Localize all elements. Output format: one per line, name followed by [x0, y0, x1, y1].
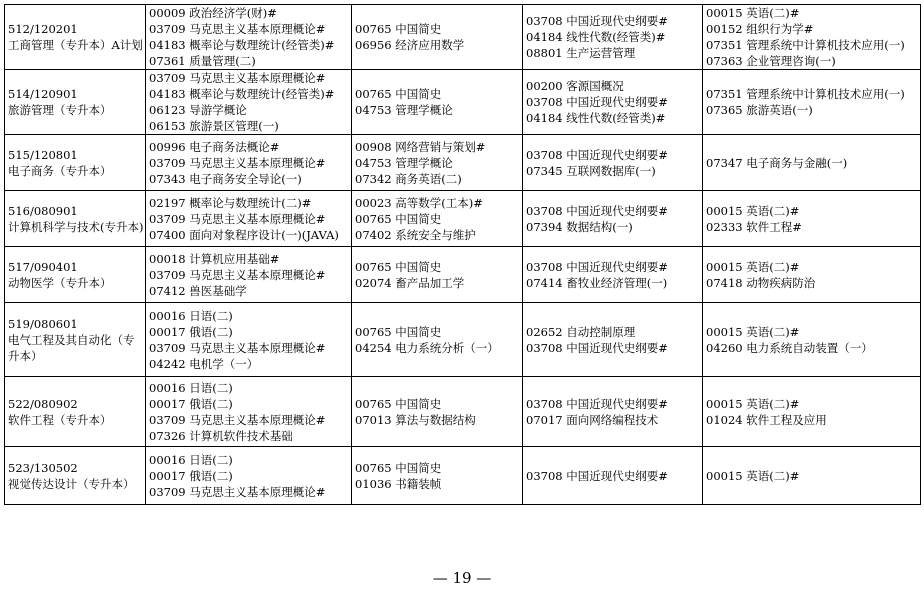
- course-entry: 01036 书籍装帧: [355, 476, 442, 491]
- public-courses-cell: [146, 447, 352, 505]
- major-cell: [5, 5, 146, 70]
- major-name: 视觉传达设计（专升本）: [8, 476, 135, 491]
- course-entry: 07402 系统安全与维护: [355, 227, 476, 242]
- course-entry: 06123 导游学概论: [149, 103, 247, 117]
- course-entry: 03709 马克思主义基本原理概论#: [149, 211, 326, 226]
- course-entry: 07412 兽医基础学: [149, 283, 247, 298]
- course-entry: 00017 俄语(二): [149, 396, 233, 411]
- major-code: 514/120901: [8, 87, 78, 101]
- course-entry: 00765 中国简史: [355, 211, 442, 226]
- course-entry: 02652 自动控制原理: [526, 324, 636, 339]
- course-entry: 00015 英语(二)#: [706, 396, 800, 411]
- course-entry: 00015 英语(二)#: [706, 468, 800, 483]
- course-entry: 00018 计算机应用基础#: [149, 251, 280, 266]
- course-entry: 08801 生产运营管理: [526, 46, 636, 60]
- course-entry: 02333 软件工程#: [706, 219, 802, 234]
- course-entry: 00023 高等数学(工本)#: [355, 195, 483, 210]
- course-entry: 02197 概率论与数理统计(二)#: [149, 195, 312, 210]
- major-code: 515/120801: [8, 147, 78, 162]
- course-entry: 00765 中国简史: [355, 22, 442, 36]
- specialized-courses-cell: [523, 5, 703, 70]
- table-row: [5, 247, 921, 303]
- major-name: 动物医学（专升本）: [8, 275, 112, 290]
- major-cell: [5, 303, 146, 377]
- course-entry: 00016 日语(二): [149, 452, 233, 467]
- course-entry: 06153 旅游景区管理(一): [149, 119, 279, 133]
- major-cell: [5, 247, 146, 303]
- table-row: [5, 303, 921, 377]
- required-courses-cell: [352, 191, 523, 247]
- course-entry: 00765 中国简史: [355, 259, 442, 274]
- specialized-courses-cell: [523, 135, 703, 191]
- exam-schedule-table: [4, 4, 921, 505]
- public-courses-cell: [146, 135, 352, 191]
- major-name: 旅游管理（专升本）: [8, 103, 112, 117]
- major-cell: [5, 377, 146, 447]
- specialized-courses-cell: [523, 247, 703, 303]
- course-entry: 04183 概率论与数理统计(经管类)#: [149, 87, 335, 101]
- course-entry: 00765 中国简史: [355, 87, 442, 101]
- elective-courses-cell: [703, 5, 921, 70]
- course-entry: 03708 中国近现代史纲要#: [526, 95, 668, 109]
- course-entry: 07414 畜牧业经济管理(一): [526, 275, 668, 290]
- course-entry: 07017 面向网络编程技术: [526, 412, 659, 427]
- course-entry: 04184 线性代数(经管类)#: [526, 111, 666, 125]
- course-entry: 04184 线性代数(经管类)#: [526, 30, 666, 44]
- course-entry: 00015 英语(二)#: [706, 324, 800, 339]
- table-row: [5, 135, 921, 191]
- major-name: 电子商务（专升本）: [8, 163, 112, 178]
- course-entry: 00016 日语(二): [149, 308, 233, 323]
- course-entry: 03708 中国近现代史纲要#: [526, 259, 668, 274]
- elective-courses-cell: [703, 303, 921, 377]
- major-cell: [5, 191, 146, 247]
- elective-courses-cell: [703, 70, 921, 135]
- course-entry: 07342 商务英语(二): [355, 171, 462, 186]
- required-courses-cell: [352, 247, 523, 303]
- course-entry: 03709 马克思主义基本原理概论#: [149, 412, 326, 427]
- course-entry: 02074 畜产品加工学: [355, 275, 465, 290]
- major-name: 软件工程（专升本）: [8, 412, 112, 427]
- major-cell: [5, 135, 146, 191]
- course-entry: 00996 电子商务法概论#: [149, 139, 280, 154]
- course-entry: 00765 中国简史: [355, 324, 442, 339]
- course-entry: 07351 管理系统中计算机技术应用(一): [706, 38, 905, 52]
- course-entry: 07394 数据结构(一): [526, 219, 633, 234]
- elective-courses-cell: [703, 377, 921, 447]
- elective-courses-cell: [703, 247, 921, 303]
- public-courses-cell: [146, 70, 352, 135]
- major-name: 电气工程及其自动化（专升本）: [8, 332, 135, 363]
- major-name: 计算机科学与技术(专升本): [8, 219, 144, 234]
- course-entry: 00015 英语(二)#: [706, 259, 800, 274]
- course-entry: 07326 计算机软件技术基础: [149, 428, 293, 443]
- public-courses-cell: [146, 191, 352, 247]
- course-entry: 04183 概率论与数理统计(经管类)#: [149, 38, 335, 52]
- course-entry: 03708 中国近现代史纲要#: [526, 468, 668, 483]
- major-code: 517/090401: [8, 259, 78, 274]
- elective-courses-cell: [703, 135, 921, 191]
- course-entry: 07361 质量管理(二): [149, 54, 256, 68]
- course-entry: 07343 电子商务安全导论(一): [149, 171, 302, 186]
- required-courses-cell: [352, 70, 523, 135]
- course-entry: 04254 电力系统分析（一）: [355, 340, 499, 355]
- required-courses-cell: [352, 303, 523, 377]
- major-code: 523/130502: [8, 460, 78, 475]
- elective-courses-cell: [703, 191, 921, 247]
- specialized-courses-cell: [523, 377, 703, 447]
- course-entry: 03708 中国近现代史纲要#: [526, 147, 668, 162]
- course-entry: 03709 马克思主义基本原理概论#: [149, 484, 326, 499]
- specialized-courses-cell: [523, 191, 703, 247]
- course-entry: 03709 马克思主义基本原理概论#: [149, 267, 326, 282]
- public-courses-cell: [146, 5, 352, 70]
- major-code: 519/080601: [8, 316, 78, 331]
- course-entry: 00908 网络营销与策划#: [355, 139, 486, 154]
- course-entry: 04753 管理学概论: [355, 103, 453, 117]
- course-entry: 00200 客源国概况: [526, 79, 624, 93]
- exam-schedule-body: [5, 5, 921, 505]
- course-entry: 03708 中国近现代史纲要#: [526, 203, 668, 218]
- public-courses-cell: [146, 377, 352, 447]
- course-entry: 00765 中国简史: [355, 460, 442, 475]
- table-row: [5, 377, 921, 447]
- public-courses-cell: [146, 303, 352, 377]
- specialized-courses-cell: [523, 70, 703, 135]
- course-entry: 01024 软件工程及应用: [706, 412, 827, 427]
- course-entry: 00015 英语(二)#: [706, 203, 800, 218]
- course-entry: 03708 中国近现代史纲要#: [526, 396, 668, 411]
- course-entry: 07363 企业管理咨询(一): [706, 54, 836, 68]
- course-entry: 07400 面向对象程序设计(一)(JAVA): [149, 227, 339, 242]
- course-entry: 00015 英语(二)#: [706, 6, 800, 20]
- page-number: — 19 —: [432, 569, 492, 587]
- required-courses-cell: [352, 135, 523, 191]
- course-entry: 07345 互联网数据库(一): [526, 163, 656, 178]
- course-entry: 03709 马克思主义基本原理概论#: [149, 340, 326, 355]
- table-row: [5, 191, 921, 247]
- course-entry: 00016 日语(二): [149, 380, 233, 395]
- course-entry: 03708 中国近现代史纲要#: [526, 14, 668, 28]
- course-entry: 00017 俄语(二): [149, 468, 233, 483]
- course-entry: 07418 动物疾病防治: [706, 275, 816, 290]
- required-courses-cell: [352, 5, 523, 70]
- course-entry: 07351 管理系统中计算机技术应用(一): [706, 87, 905, 101]
- major-code: 516/080901: [8, 203, 78, 218]
- course-entry: 06956 经济应用数学: [355, 38, 465, 52]
- course-entry: 00765 中国简史: [355, 396, 442, 411]
- specialized-courses-cell: [523, 447, 703, 505]
- table-row: [5, 5, 921, 70]
- elective-courses-cell: [703, 447, 921, 505]
- course-entry: 00152 组织行为学#: [706, 22, 814, 36]
- public-courses-cell: [146, 247, 352, 303]
- major-code: 522/080902: [8, 396, 78, 411]
- major-name: 工商管理（专升本）A计划: [8, 38, 143, 52]
- major-cell: [5, 447, 146, 505]
- course-entry: 04753 管理学概论: [355, 155, 453, 170]
- course-entry: 07365 旅游英语(一): [706, 103, 813, 117]
- course-entry: 04260 电力系统自动装置（一）: [706, 340, 873, 355]
- course-entry: 07347 电子商务与金融(一): [706, 155, 848, 170]
- course-entry: 03709 马克思主义基本原理概论#: [149, 22, 326, 36]
- table-row: [5, 70, 921, 135]
- table-row: [5, 447, 921, 505]
- course-entry: 00017 俄语(二): [149, 324, 233, 339]
- major-cell: [5, 70, 146, 135]
- specialized-courses-cell: [523, 303, 703, 377]
- course-entry: 03709 马克思主义基本原理概论#: [149, 71, 326, 85]
- required-courses-cell: [352, 377, 523, 447]
- course-entry: 03708 中国近现代史纲要#: [526, 340, 668, 355]
- major-code: 512/120201: [8, 22, 78, 36]
- course-entry: 07013 算法与数据结构: [355, 412, 476, 427]
- course-entry: 03709 马克思主义基本原理概论#: [149, 155, 326, 170]
- required-courses-cell: [352, 447, 523, 505]
- course-entry: 00009 政治经济学(财)#: [149, 6, 277, 20]
- course-entry: 04242 电机学（一）: [149, 356, 259, 371]
